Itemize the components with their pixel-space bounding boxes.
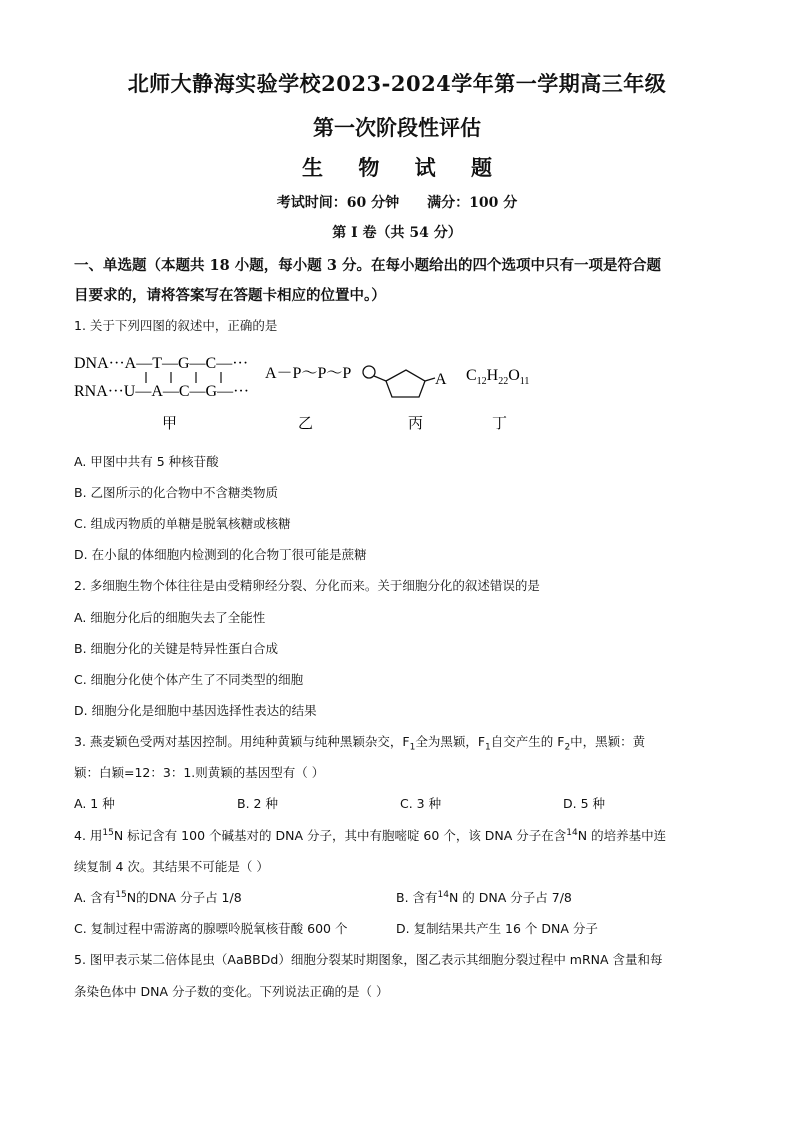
- phosphate-circle: [363, 366, 375, 378]
- q2-option-a: A. 细胞分化后的细胞失去了全能性: [74, 610, 266, 625]
- q3-stem-line2: 颖：白颖=12：3：1.则黄颖的基因型有（ ）: [74, 765, 325, 780]
- q4-options-row1: [74, 888, 734, 908]
- q3-options: [74, 794, 734, 814]
- figure-label-bing: 丙: [408, 414, 424, 432]
- q4-option-d: D. 复制结果共产生 16 个 DNA 分子: [396, 921, 598, 936]
- q3-option-a: A. 1 种: [74, 796, 115, 811]
- q5-stem-line2: 条染色体中 DNA 分子数的变化。下列说法正确的是（ ）: [74, 984, 389, 999]
- q2-option-b: B. 细胞分化的关键是特异性蛋白合成: [74, 641, 279, 656]
- q2-stem: 2. 多细胞生物个体往往是由受精卵经分裂、分化而来。关于细胞分化的叙述错误的是: [74, 578, 540, 593]
- figure-label-yi: 乙: [298, 414, 314, 432]
- exam-time: 考试时间：60 分钟: [276, 195, 400, 211]
- q4-option-b: B. 含有14N 的 DNA 分子占 7/8: [396, 889, 572, 905]
- exam-title: 北师大静海实验学校2023-2024学年第一学期高三年级: [127, 71, 667, 96]
- subject-title: 生 物 试 题: [302, 155, 506, 180]
- dna-strand-text: DNA···A—T—G—C—···: [74, 355, 249, 372]
- q4-stem-line1: 4. 用$^{15}$N 标记含有 100 个碱基对的 DNA 分子，其中有胞嘧啶 60 个，该 DNA 分子在含$^{14}$N 的培养基中连: [74, 827, 667, 843]
- q3-option-c: C. 3 种: [400, 796, 442, 811]
- exam-info: [0, 192, 794, 212]
- exam-subtitle: 第一次阶段性评估: [313, 115, 481, 140]
- full-score: 满分：100 分: [427, 195, 518, 211]
- q4-option-c: C. 复制过程中需游离的腺嘌呤脱氧核苷酸 600 个: [74, 921, 348, 936]
- rna-strand-text: RNA···U—A—C—G—···: [74, 383, 250, 400]
- nitrogen-base: A: [435, 371, 447, 388]
- base-bond: [425, 378, 435, 381]
- q3-stem-line1: 3. 燕麦颖色受两对基因控制。用纯种黄颖与纯种黑颖杂交，$F_1$全为黑颖，$F_1$自交产生的 $F_2$中，黑颖：黄: [74, 734, 646, 753]
- phosphate-bond: [374, 376, 386, 381]
- pentose-ring-icon: [386, 370, 425, 397]
- q3-option-d: D. 5 种: [563, 796, 605, 811]
- q5-stem-line1: 5. 图甲表示某二倍体昆虫（AaBBDd）细胞分裂某时期图象，图乙表示其细胞分裂过程中 mRNA 含量和每: [74, 952, 663, 967]
- section-heading-line1: 一、单选题（本题共 18 小题，每小题 3 分。在每小题给出的四个选项中只有一项是符合题: [74, 257, 661, 274]
- q2-option-d: D. 细胞分化是细胞中基因选择性表达的结果: [74, 703, 317, 718]
- volume-label: 第 I 卷（共 54 分）: [332, 225, 462, 241]
- q4-stem-line2: 续复制 4 次。其结果不可能是（ ）: [74, 859, 269, 874]
- q1-stem: 1. 关于下列四图的叙述中，正确的是: [74, 318, 278, 333]
- q1-figure: [74, 350, 594, 440]
- figure-label-jia: 甲: [162, 414, 178, 432]
- q3-option-b: B. 2 种: [237, 796, 278, 811]
- q2-option-c: C. 细胞分化使个体产生了不同类型的细胞: [74, 672, 304, 687]
- sucrose-formula: $C_{12}H_{22}O_{11}$: [466, 367, 530, 387]
- q1-option-c: C. 组成丙物质的单糖是脱氧核糖或核糖: [74, 516, 291, 531]
- q1-option-d: D. 在小鼠的体细胞内检测到的化合物丁很可能是蔗糖: [74, 547, 367, 562]
- q4-options-row2: [74, 919, 734, 939]
- q1-option-b: B. 乙图所示的化合物中不含糖类物质: [74, 485, 279, 500]
- q1-option-a: A. 甲图中共有 5 种核苷酸: [74, 454, 219, 469]
- section-heading-line2: 目要求的，请将答案写在答题卡相应的位置中。）: [74, 287, 386, 304]
- atp-formula: A－P～P～P: [265, 365, 352, 382]
- q4-option-a: A. 含有15N的DNA 分子占 1/8: [74, 889, 242, 905]
- q1-figure-svg: [74, 350, 594, 440]
- figure-label-ding: 丁: [492, 414, 508, 432]
